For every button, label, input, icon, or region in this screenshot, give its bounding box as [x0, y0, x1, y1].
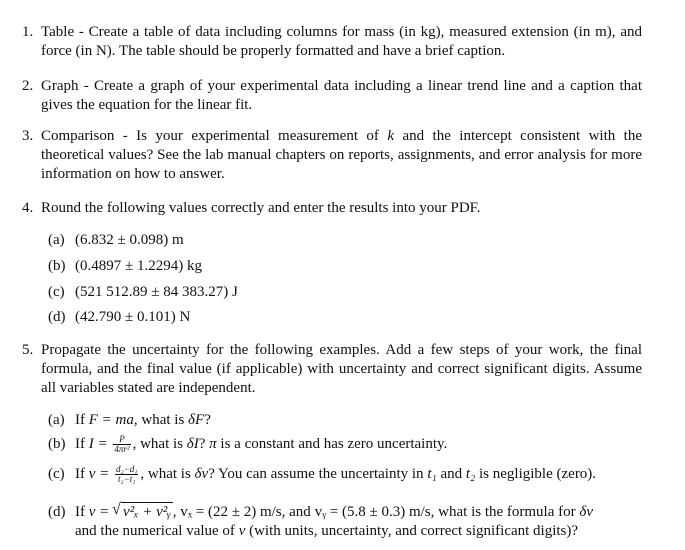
item-1	[22, 23, 642, 61]
item-text: Round the following values correctly and enter the results into your PDF.	[41, 200, 481, 216]
propagate-item-c: (c) If v = $\frac{\text{d₂−d₁}}{\text{t₂−t₁}}$ , what is δv? You can assume the uncertainty in t₁ and t₂ is negligible (zero).	[48, 464, 597, 485]
sub-label: (a)	[48, 412, 65, 428]
item-number: 1.	[22, 24, 34, 40]
sub-label: (c)	[48, 466, 65, 482]
item-number: 5.	[22, 342, 34, 358]
delta-symbol: δF	[188, 412, 205, 428]
sub-label: (d)	[48, 309, 66, 325]
round-value: (521 512.89 ± 84 383.27) J	[75, 284, 238, 300]
item-text: Propagate the uncertainty for the following examples. Add a few steps of your work, the final formula, and the final value (if applicable) with uncertainty and correct significant digits. Assume all variables stated are independent.	[41, 342, 642, 396]
fraction: $\frac{\text{d₂−d₁}}{\text{t₂−t₁}}$	[116, 464, 138, 485]
fraction: $\frac{P}{\text{4πr²}}$	[114, 434, 130, 455]
round-item-b	[48, 257, 648, 276]
round-item-a	[48, 231, 648, 250]
propagate-item-d: (d) If v = √ v²ₓ + v²ᵧ , vₓ = (22 ± 2) m/s, and vᵧ = (5.8 ± 0.3) m/s, what is the formula for δv and the numerical value of v (with units, uncertainty, and correct significant digits)?	[48, 502, 648, 541]
round-value: (6.832 ± 0.098) m	[75, 232, 184, 248]
item-text: Graph - Create a graph of your experimental data including a linear trend line and a caption that gives the equation for the linear fit.	[41, 78, 642, 113]
propagate-item-a: (a) If F = ma, what is δF?	[48, 412, 211, 428]
item-number: 3.	[22, 128, 34, 144]
item-2	[22, 77, 642, 115]
item-number: 2.	[22, 78, 34, 94]
item-text: Comparison - Is your experimental measurement of k and the intercept consistent with the theoretical values? See the lab manual chapters on reports, assignments, and error analysis for more information on how to answer.	[41, 128, 642, 182]
propagate-item-b: (b) If I = $\frac{P}{\text{4πr²}}$ , what is δI? π is a constant and has zero uncertainty.	[48, 434, 448, 455]
delta-symbol: δv	[194, 466, 209, 482]
square-root: √ v²ₓ + v²ᵧ	[121, 502, 173, 522]
item-4	[22, 199, 642, 218]
equation: F = ma	[88, 412, 134, 428]
sub-label: (d)	[48, 504, 66, 520]
item-3	[22, 127, 642, 184]
round-value: (42.790 ± 0.101) N	[75, 309, 191, 325]
sub-label: (b)	[48, 258, 66, 274]
sub-label: (c)	[48, 284, 65, 300]
item-text: Table - Create a table of data including columns for mass (in kg), measured extension (in m), and force (in N). The table should be properly formatted and have a brief caption.	[41, 24, 642, 59]
round-value: (0.4897 ± 1.2294) kg	[75, 258, 202, 274]
item-number: 4.	[22, 200, 34, 216]
sub-label: (b)	[48, 436, 66, 452]
round-item-d	[48, 308, 648, 327]
round-item-c	[48, 283, 648, 302]
sub-label: (a)	[48, 232, 65, 248]
delta-symbol: δI	[186, 436, 199, 452]
delta-symbol: δv	[579, 504, 594, 520]
item-5	[22, 341, 642, 398]
